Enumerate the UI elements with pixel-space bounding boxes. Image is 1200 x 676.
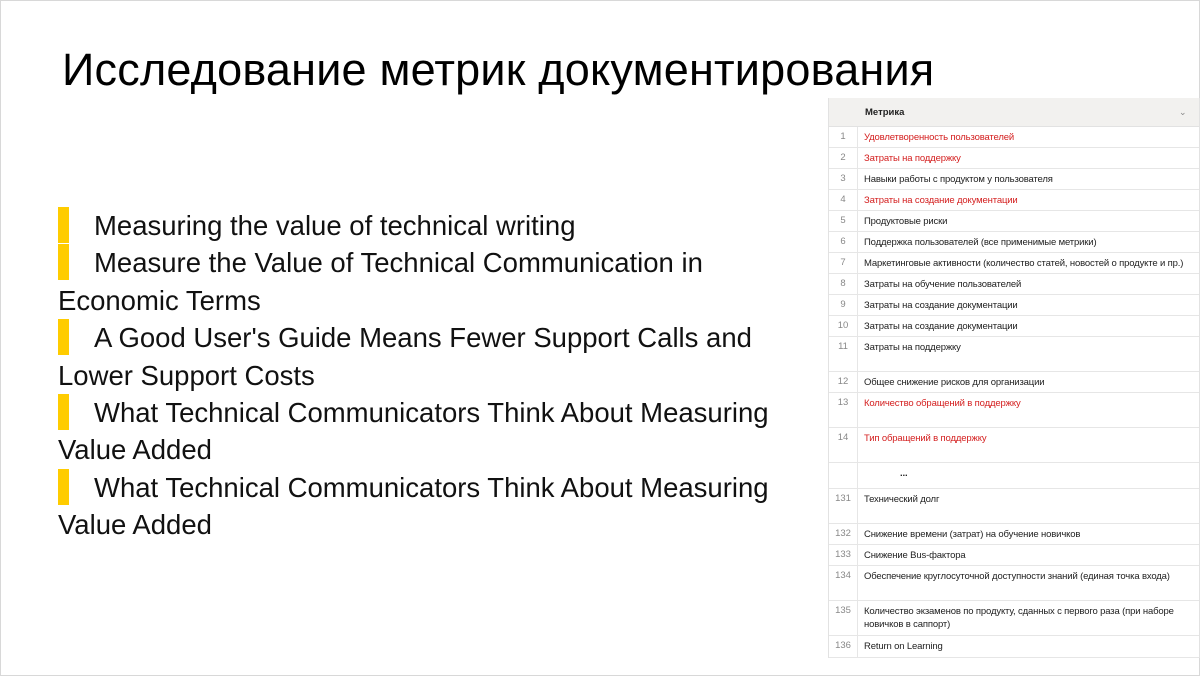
table-row[interactable] bbox=[829, 428, 1199, 463]
row-metric: Затраты на поддержку bbox=[864, 153, 961, 164]
row-metric: Снижение Bus-фактора bbox=[864, 549, 966, 561]
row-number: 13 bbox=[829, 393, 858, 427]
row-metric: Навыки работы с продуктом у пользователя bbox=[864, 174, 1053, 185]
row-metric: Удовлетворенность пользователей bbox=[864, 132, 1015, 143]
bullet-item bbox=[58, 394, 798, 469]
row-metric: Поддержка пользователей (все применимые метрики) bbox=[864, 237, 1097, 248]
bullet-text: Measure the Value of Technical Communication in Economic Terms bbox=[58, 247, 703, 316]
row-number: 1 bbox=[829, 127, 858, 147]
row-metric: Затраты на поддержку bbox=[864, 342, 961, 353]
table-row[interactable] bbox=[829, 636, 1199, 658]
table-row[interactable] bbox=[829, 316, 1199, 337]
bullet-item bbox=[58, 469, 798, 544]
row-number: 135 bbox=[829, 601, 858, 635]
row-number bbox=[829, 463, 858, 488]
row-metric: Обеспечение круглосуточной доступности знаний (единая точка входа) bbox=[864, 570, 1170, 582]
chevron-down-icon[interactable]: ⌄ bbox=[1179, 106, 1187, 117]
row-number: 11 bbox=[829, 337, 858, 371]
row-number: 134 bbox=[829, 566, 858, 600]
slide-title: Исследование метрик документирования bbox=[62, 44, 935, 95]
row-number: 10 bbox=[829, 316, 858, 336]
table-row[interactable] bbox=[829, 601, 1199, 636]
table-row[interactable] bbox=[829, 127, 1199, 148]
table-row[interactable] bbox=[829, 524, 1199, 545]
table-header bbox=[829, 98, 1199, 127]
row-number: 3 bbox=[829, 169, 858, 189]
row-metric: Тип обращений в поддержку bbox=[864, 432, 987, 444]
row-metric: Количество экзаменов по продукту, сданных с первого раза (при наборе новичков в саппорт) bbox=[864, 605, 1174, 630]
table-row[interactable] bbox=[829, 190, 1199, 211]
bullet-marker bbox=[58, 319, 69, 355]
row-number: 5 bbox=[829, 211, 858, 231]
bullet-item bbox=[58, 244, 798, 319]
bullet-text: Measuring the value of technical writing bbox=[94, 210, 576, 241]
bullet-item bbox=[58, 319, 798, 394]
table-row[interactable] bbox=[829, 489, 1199, 524]
table-row[interactable] bbox=[829, 253, 1199, 274]
row-number: 133 bbox=[829, 545, 858, 565]
row-metric: Количество обращений в поддержку bbox=[864, 397, 1021, 409]
row-metric: Маркетинговые активности (количество статей, новостей о продукте и пр.) bbox=[864, 258, 1184, 269]
row-number: 4 bbox=[829, 190, 858, 210]
table-row[interactable] bbox=[829, 295, 1199, 316]
column-header-metric[interactable]: Метрика bbox=[865, 106, 905, 118]
table-row[interactable] bbox=[829, 211, 1199, 232]
row-metric: Return on Learning bbox=[864, 640, 943, 652]
bullet-marker bbox=[58, 469, 69, 505]
row-metric: Продуктовые риски bbox=[864, 216, 948, 227]
row-number: 7 bbox=[829, 253, 858, 273]
table-row[interactable] bbox=[829, 545, 1199, 566]
row-number: 136 bbox=[829, 636, 858, 657]
row-metric: Технический долг bbox=[864, 493, 940, 505]
row-number: 2 bbox=[829, 148, 858, 168]
row-metric: Затраты на создание документации bbox=[864, 195, 1018, 206]
table-body bbox=[829, 127, 1199, 658]
row-number: 6 bbox=[829, 232, 858, 252]
row-metric: Затраты на создание документации bbox=[864, 321, 1018, 332]
table-row[interactable] bbox=[829, 274, 1199, 295]
table-row[interactable] bbox=[829, 566, 1199, 601]
table-row[interactable] bbox=[829, 337, 1199, 372]
row-number: 14 bbox=[829, 428, 858, 462]
bullet-text: What Technical Communicators Think About Measuring Value Added bbox=[58, 397, 769, 466]
table-row[interactable] bbox=[829, 169, 1199, 190]
bullet-list bbox=[58, 207, 798, 544]
row-number: 12 bbox=[829, 372, 858, 392]
row-number: 9 bbox=[829, 295, 858, 315]
table-row[interactable] bbox=[829, 372, 1199, 393]
bullet-marker bbox=[58, 244, 69, 280]
table-row[interactable] bbox=[829, 232, 1199, 253]
bullet-marker bbox=[58, 207, 69, 243]
row-metric: Снижение времени (затрат) на обучение новичков bbox=[864, 528, 1081, 540]
row-number: 132 bbox=[829, 524, 858, 544]
row-metric: Общее снижение рисков для организации bbox=[864, 376, 1045, 388]
table-row[interactable] bbox=[829, 393, 1199, 428]
row-number: 8 bbox=[829, 274, 858, 294]
bullet-item bbox=[58, 207, 798, 244]
row-metric: ... bbox=[900, 467, 908, 479]
table-row[interactable] bbox=[829, 463, 1199, 489]
metrics-table bbox=[828, 98, 1200, 658]
row-metric: Затраты на создание документации bbox=[864, 300, 1018, 311]
bullet-marker bbox=[58, 394, 69, 430]
row-metric: Затраты на обучение пользователей bbox=[864, 279, 1022, 290]
bullet-text: A Good User's Guide Means Fewer Support Calls and Lower Support Costs bbox=[58, 322, 752, 391]
bullet-text: What Technical Communicators Think About Measuring Value Added bbox=[58, 471, 769, 541]
table-row[interactable] bbox=[829, 148, 1199, 169]
row-number: 131 bbox=[829, 489, 858, 523]
